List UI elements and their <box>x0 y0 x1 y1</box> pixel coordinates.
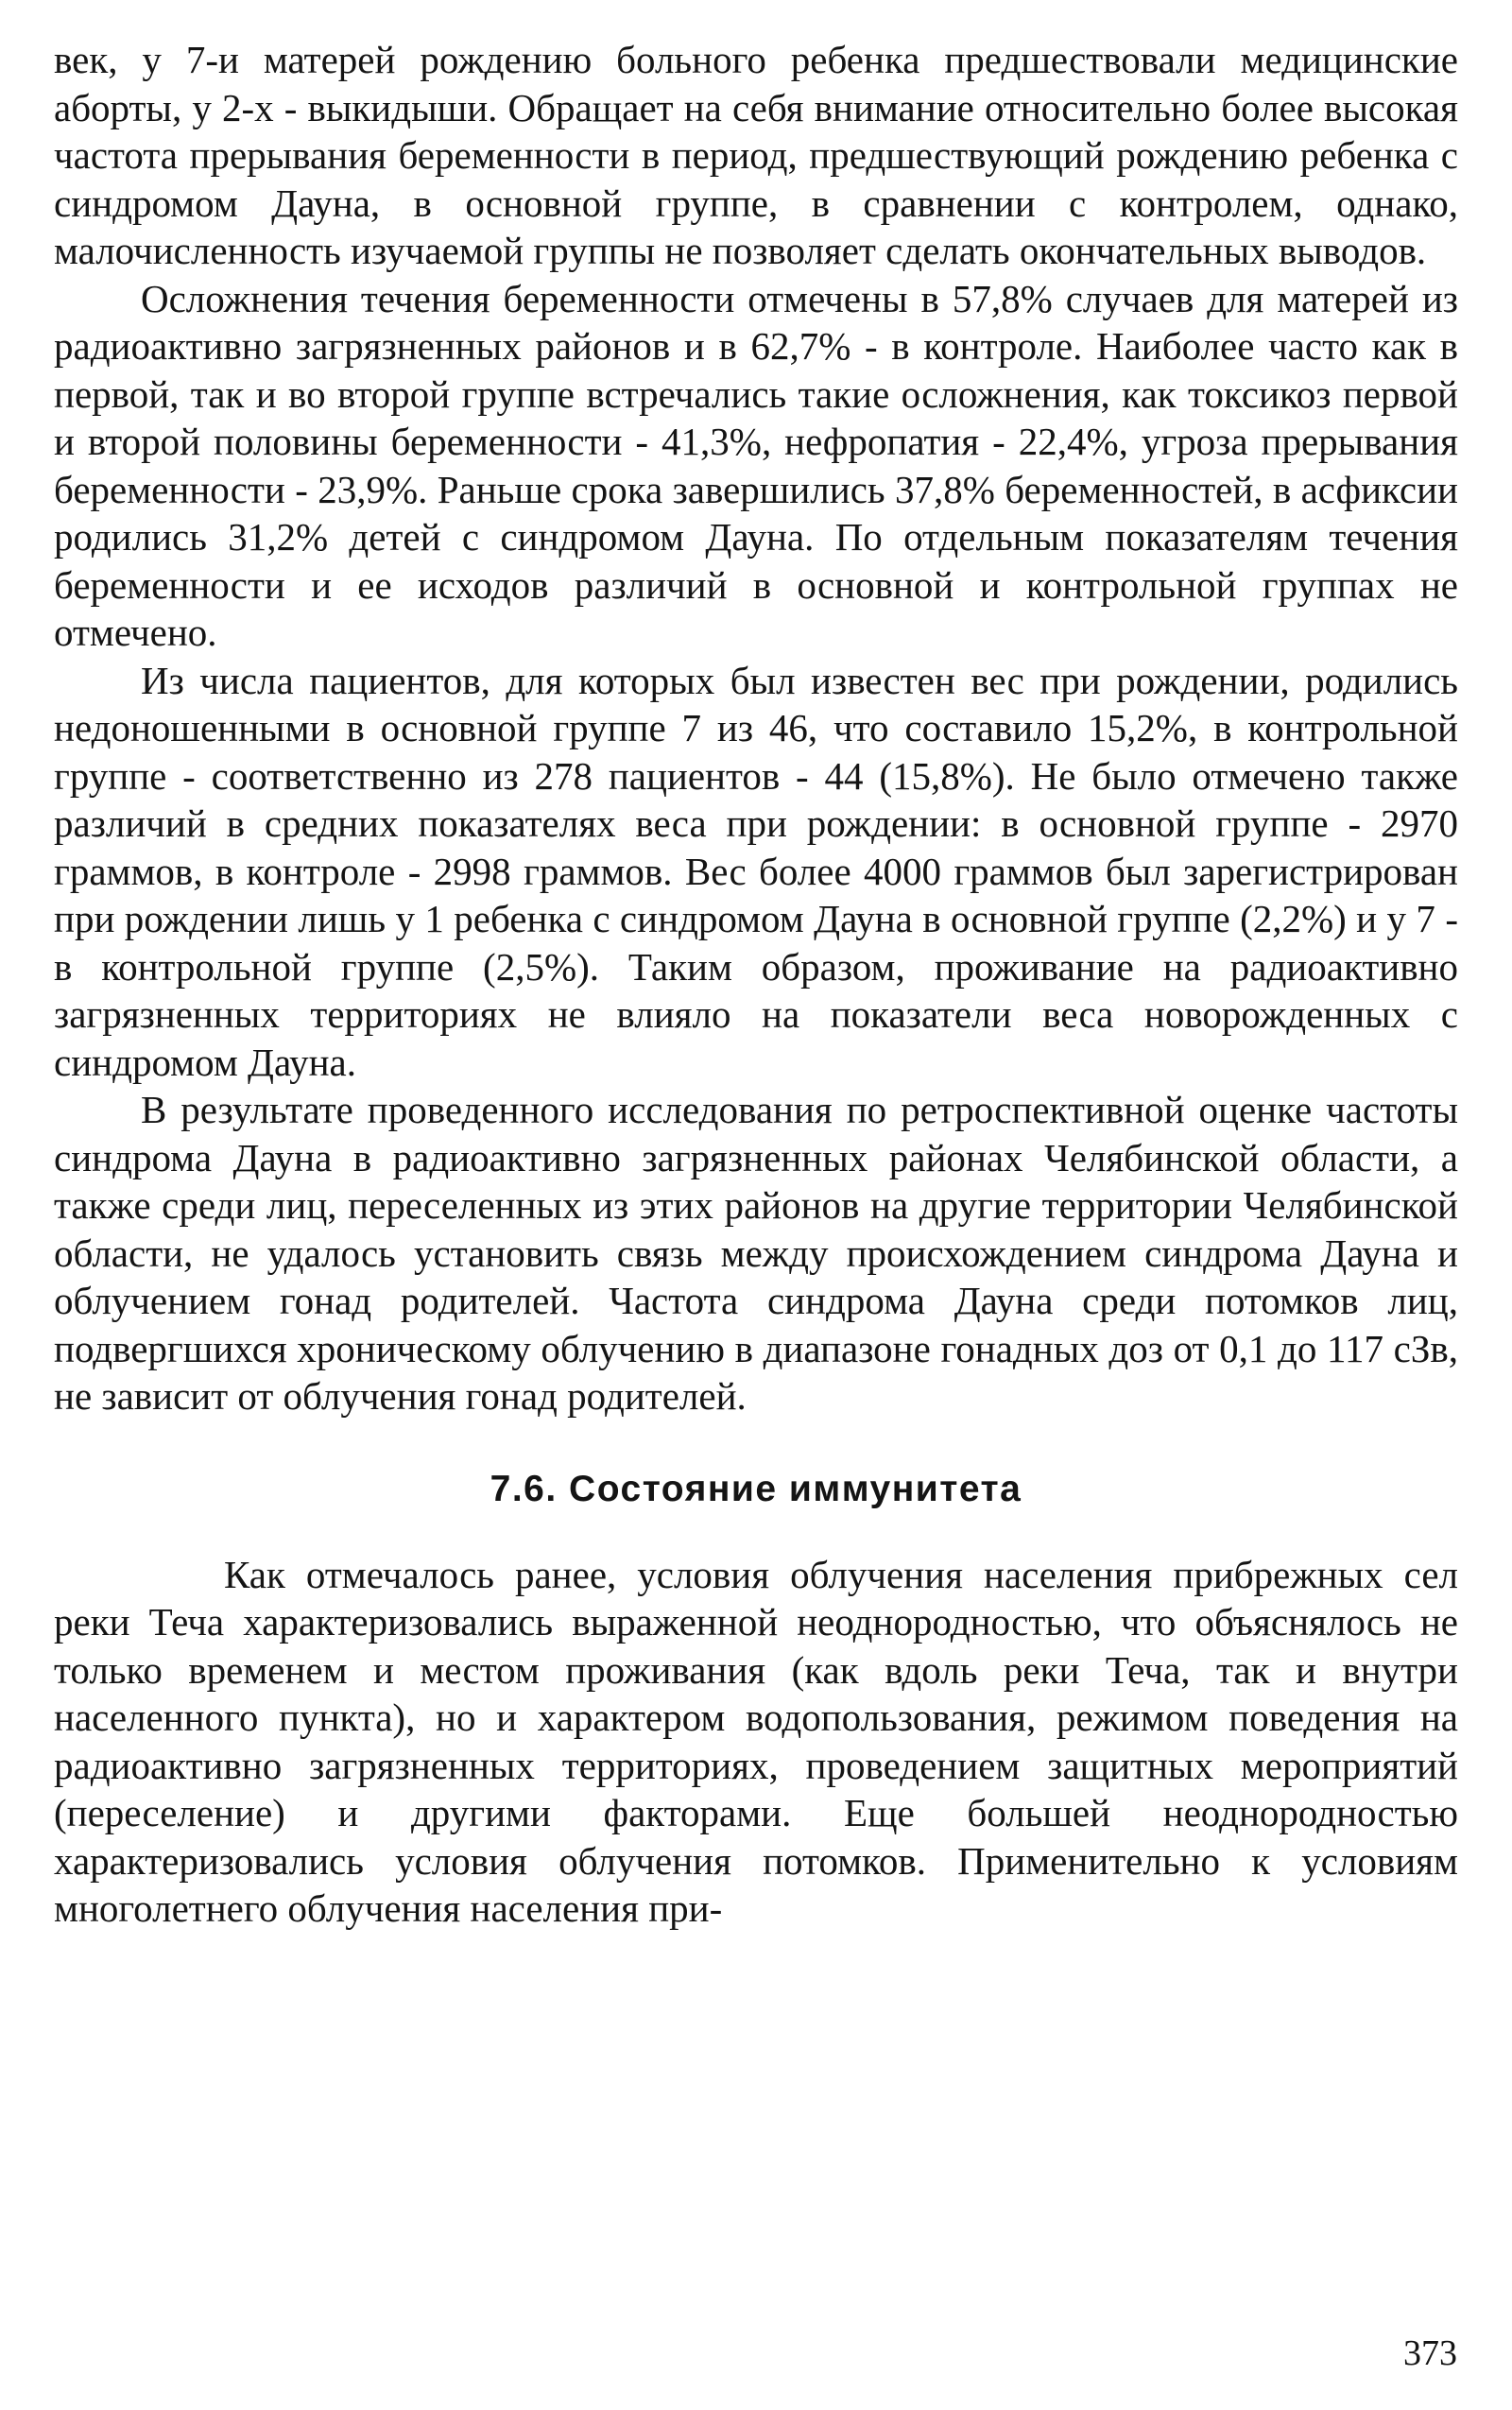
paragraph-birth-weight: Из числа пациентов, для которых был известен вес при рождении, родились недоношенными в основной группе 7 из 46, что составило 15,2%, в контрольной группе - соответственно из 278 пациентов - 44 (15,8%). Не было отмечено также различий в средних показателях веса при рождении: в основной группе - 2970 граммов, в контроле - 2998 граммов. Вес более 4000 граммов был зарегистрирован при рождении лишь у 1 ребенка с синдромом Дауна в основной группе (2,2%) и у 7 - в контрольной группе (2,5%). Таким образом, проживание на радиоактивно загрязненных территориях не влияло на показатели веса новорожденных с синдромом Дауна. <box>54 658 1458 1084</box>
paragraph-study-conclusion: В результате проведенного исследования по ретроспективной оценке частоты синдрома Дауна в радиоактивно загрязненных районах Челябинской области, а также среди лиц, переселенных из этих районов на другие территории Челябинской области, не удалось установить связь между происхождением синдрома Дауна и облучением гонад родителей. Частота синдрома Дауна среди потомков лиц, подвергшихся хроническому облучению в диапазоне гонадных доз от 0,1 до 117 сЗв, не зависит от облучения гонад родителей. <box>54 1088 1458 1418</box>
paragraph-abortions-continuation: век, у 7-и матерей рождению больного ребенка предшествовали медицинские аборты, у 2-х - выкидыши. Обращает на себя внимание относительно более высокая частота прерывания беременности в период, предшествующий рождению ребенка с синдромом Дауна, в основной группе, в сравнении с контролем, однако, малочисленность изучаемой группы не позволяет сделать окончательных выводов. <box>54 38 1458 272</box>
paragraph-pregnancy-complications: Осложнения течения беременности отмечены в 57,8% случаев для матерей из радиоактивно загрязненных районов и в 62,7% - в контроле. Наиболее часто как в первой, так и во второй группе встречались такие осложнения, как токсикоз первой и второй половины беременности - 41,3%, нефропатия - 22,4%, угроза прерывания беременности - 23,9%. Раньше срока завершились 37,8% беременностей, в асфиксии родились 31,2% детей с синдромом Дауна. По отдельным показателям течения беременности и ее исходов различий в основной и контрольной группах не отмечено. <box>54 276 1458 654</box>
paragraph-immunity-intro: Как отмечалось ранее, условия облучения населения прибрежных сел реки Теча характеризовались выраженной неоднородностью, что объяснялось не только временем и местом проживания (как вдоль реки Теча, так и внутри населенного пункта), но и характером водопользования, режимом поведения на радиоактивно загрязненных территориях, проведением защитных мероприятий (переселение) и другими факторами. Еще большей неоднородностью характеризовались условия облучения потомков. Применительно к условиям многолетнего облучения населения при- <box>54 1552 1458 1930</box>
page-text-block <box>54 36 1458 1933</box>
section-heading: 7.6. Состояние иммунитета <box>490 1468 1022 1509</box>
page-number: 373 <box>1403 2333 1457 2373</box>
